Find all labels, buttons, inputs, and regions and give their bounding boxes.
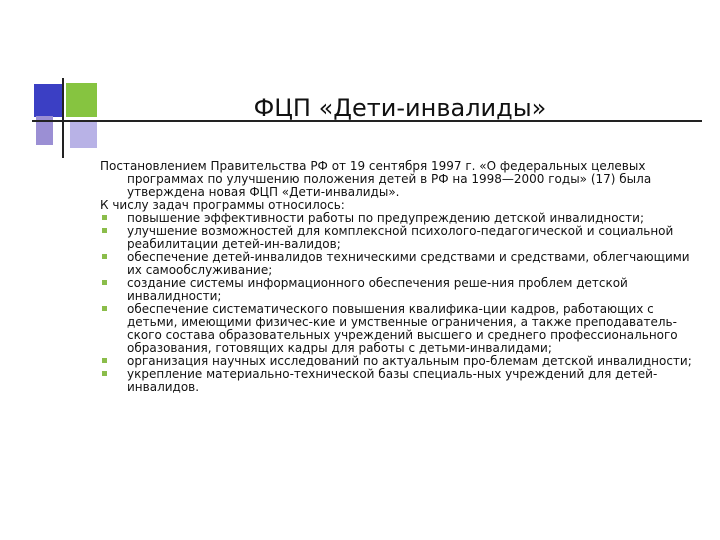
list-item — [100, 277, 700, 303]
list-item-text: организация научных исследований по актуальным про-блемам детской инвалидности; — [127, 354, 692, 368]
lavender-square-decoration — [70, 120, 97, 148]
list-item-text: улучшение возможностей для комплексной психолого-педагогической и социальной реабилитации детей-ин-валидов; — [127, 224, 674, 251]
list-item — [100, 225, 700, 251]
square-bullet-icon — [102, 228, 107, 233]
list-item — [100, 303, 700, 355]
list-item-text: создание системы информационного обеспечения реше-ния проблем детской инвалидности; — [127, 276, 628, 303]
vertical-rule — [62, 78, 64, 158]
lead-paragraph: К числу задач программы относилось: — [100, 198, 345, 212]
list-item — [100, 251, 700, 277]
list-item — [100, 368, 700, 394]
task-list — [100, 212, 700, 394]
square-bullet-icon — [102, 358, 107, 363]
list-item-text: укрепление материально-технической базы специаль-ных учреждений для детей-инвалидов. — [127, 367, 658, 394]
square-bullet-icon — [102, 215, 107, 220]
intro-paragraph: Постановлением Правительства РФ от 19 сентября 1997 г. «О федеральных целевых программах по улучшению положения детей в РФ на 1998—2000 годы» (17) была утверждена новая ФЦП «Дети-инвалиды». — [100, 159, 652, 199]
list-item-text: повышение эффективности работы по предупреждению детской инвалидности; — [127, 211, 644, 225]
square-bullet-icon — [102, 280, 107, 285]
slide-body — [100, 160, 700, 394]
slide-title: ФЦП «Дети-инвалиды» — [253, 94, 547, 122]
square-bullet-icon — [102, 371, 107, 376]
square-bullet-icon — [102, 254, 107, 259]
list-item-text: обеспечение детей-инвалидов техническими средствами и средствами, облегчающими их самообслуживание; — [127, 250, 690, 277]
list-item-text: обеспечение систематического повышения квалифика-ции кадров, работающих с детьми, имеющими физичес-кие и умственные ограничения, а также преподаватель-ского состава образовательных учреждений высшего и среднего профессионального образования, готовящих кадры для работы с детьми-инвалидами; — [127, 302, 678, 355]
green-square-decoration — [66, 83, 97, 117]
square-bullet-icon — [102, 306, 107, 311]
blue-square-decoration — [34, 84, 64, 117]
